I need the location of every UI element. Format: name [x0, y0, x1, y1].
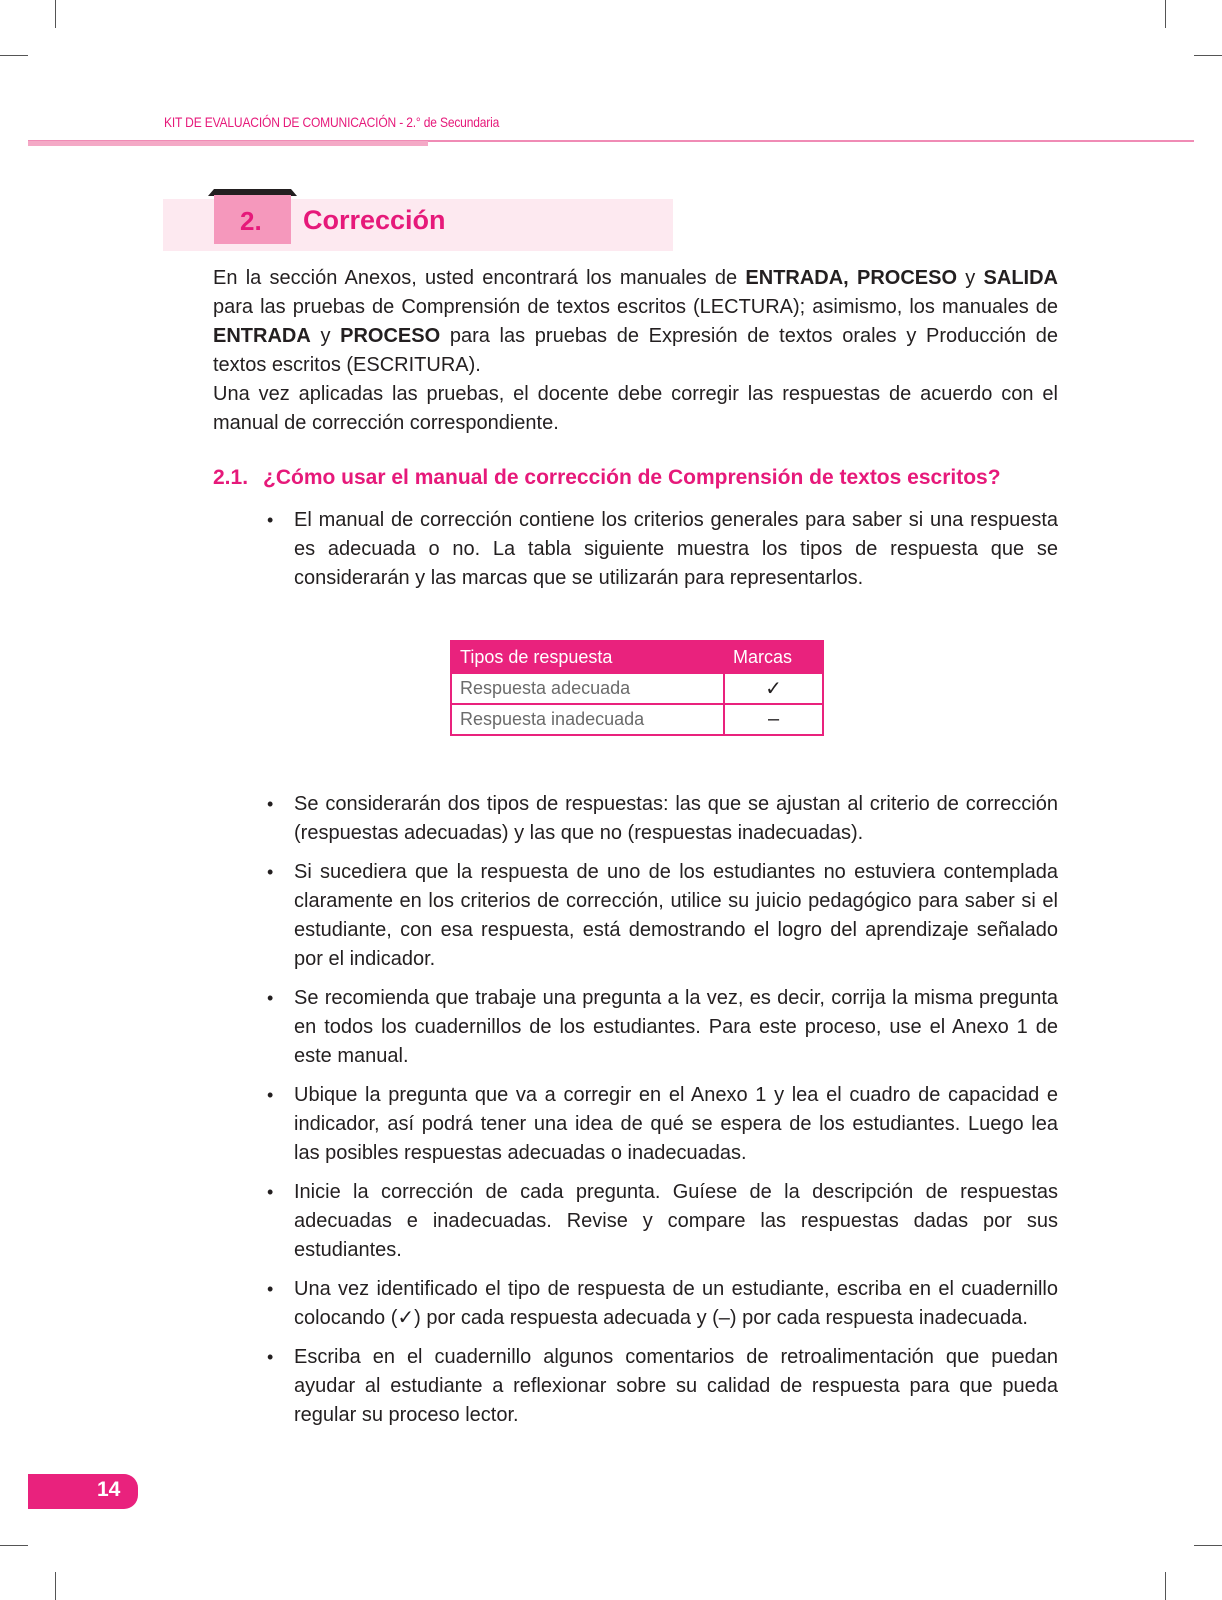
bullet-list: [267, 790, 1058, 1440]
list-item-text: Ubique la pregunta que va a corregir en el Anexo 1 y lea el cuadro de capacidad e indicador, así podrá tener una idea de qué se espera de los estudiantes. Luego lea las posibles respuestas adecuadas o inadecuadas.: [294, 1084, 1058, 1164]
table-row: [451, 704, 823, 735]
page-number-tab: [28, 1474, 138, 1509]
table-cell: Respuesta inadecuada: [451, 704, 724, 735]
running-header: KIT DE EVALUACIÓN DE COMUNICACIÓN - 2.° de Secundaria: [164, 114, 500, 130]
intro-paragraph: Una vez aplicadas las pruebas, el docente debe corregir las respuestas de acuerdo con el manual de corrección correspondiente.: [213, 383, 1058, 434]
list-item-text: El manual de corrección contiene los criterios generales para saber si una respuesta es adecuada o no. La tabla siguiente muestra los tipos de respuesta que se considerarán y las marcas que se utilizarán para representarlos.: [294, 509, 1058, 589]
response-marks-table: [450, 640, 824, 736]
crop-mark: [1194, 1545, 1222, 1546]
text-run: En la sección Anexos, usted encontrará los manuales de: [213, 267, 746, 289]
table-cell: Respuesta adecuada: [451, 673, 724, 704]
crop-mark: [1194, 55, 1222, 56]
crop-mark: [55, 0, 56, 28]
subsection-title: ¿Cómo usar el manual de corrección de Comprensión de textos escritos?: [263, 466, 1001, 489]
bullet-marker: •: [267, 1279, 274, 1299]
bullet-list: [267, 506, 1058, 603]
section-title: Corrección: [303, 205, 446, 235]
emphasized-text: ENTRADA, PROCESO: [745, 267, 958, 289]
crop-mark: [1165, 0, 1166, 28]
list-item: [267, 984, 1058, 1071]
emphasized-text: SALIDA: [983, 267, 1058, 289]
bullet-marker: •: [267, 988, 274, 1008]
intro-text: [213, 264, 1058, 438]
text-run: y: [310, 325, 341, 347]
section-number: 2.: [240, 206, 262, 236]
bullet-marker: •: [267, 1347, 274, 1367]
list-item-text: Se recomienda que trabaje una pregunta a la vez, es decir, corrija la misma pregunta en todos los cuadernillos de los estudiantes. Para este proceso, use el Anexo 1 de este manual.: [294, 987, 1058, 1067]
list-item-text: Escriba en el cuadernillo algunos comentarios de retroalimentación que puedan ayudar al estudiante a reflexionar sobre su calidad de respuesta para que pueda regular su proceso lector.: [294, 1346, 1058, 1426]
checkmark-icon: ✓: [724, 673, 823, 704]
text-run: para las pruebas de Expresión de textos orales y Producción de textos escritos (ESCRITURA).: [213, 325, 1058, 376]
list-item: [267, 790, 1058, 848]
bullet-marker: •: [267, 794, 274, 814]
bullet-marker: •: [267, 862, 274, 882]
bullet-marker: •: [267, 1085, 274, 1105]
table-header-row: [451, 641, 823, 673]
dash-icon: –: [724, 704, 823, 735]
subsection-number: 2.1.: [213, 466, 249, 489]
crop-mark: [55, 1572, 56, 1600]
intro-paragraph: [213, 264, 1058, 380]
list-item-text: Se considerarán dos tipos de respuestas: las que se ajustan al criterio de corrección (respuestas adecuadas) y las que no (respuestas inadecuadas).: [294, 793, 1058, 844]
list-item: [267, 1343, 1058, 1430]
bullet-marker: •: [267, 1182, 274, 1202]
list-item: [267, 1275, 1058, 1333]
list-item: [267, 506, 1058, 593]
table-row: [451, 673, 823, 704]
list-item: [267, 1081, 1058, 1168]
crop-mark: [1165, 1572, 1166, 1600]
list-item: [267, 858, 1058, 974]
text-run: para las pruebas de Comprensión de textos escritos (LECTURA); asimismo, los manuales de: [213, 296, 1058, 318]
bullet-marker: •: [267, 510, 274, 530]
column-header: Marcas: [724, 641, 823, 673]
list-item-text: Una vez identificado el tipo de respuesta de un estudiante, escriba en el cuadernillo colocando (✓) por cada respuesta adecuada y (–) por cada respuesta inadecuada.: [294, 1278, 1058, 1329]
emphasized-text: ENTRADA: [213, 325, 311, 347]
list-item-text: Si sucediera que la respuesta de uno de los estudiantes no estuviera contemplada claramente en los criterios de corrección, utilice su juicio pedagógico para saber si el estudiante, con esa respuesta, está demostrando el logro del aprendizaje señalado por el indicador.: [294, 861, 1058, 970]
list-item: [267, 1178, 1058, 1265]
crop-mark: [0, 1545, 28, 1546]
text-run: y: [957, 267, 984, 289]
list-item-text: Inicie la corrección de cada pregunta. Guíese de la descripción de respuestas adecuadas e inadecuadas. Revise y compare las respuestas dadas por sus estudiantes.: [294, 1181, 1058, 1261]
emphasized-text: PROCESO: [340, 325, 441, 347]
header-rule-accent: [28, 141, 428, 146]
column-header: Tipos de respuesta: [451, 641, 724, 673]
page-number: 14: [97, 1478, 121, 1501]
crop-mark: [0, 55, 28, 56]
subsection-heading: [213, 466, 1001, 490]
